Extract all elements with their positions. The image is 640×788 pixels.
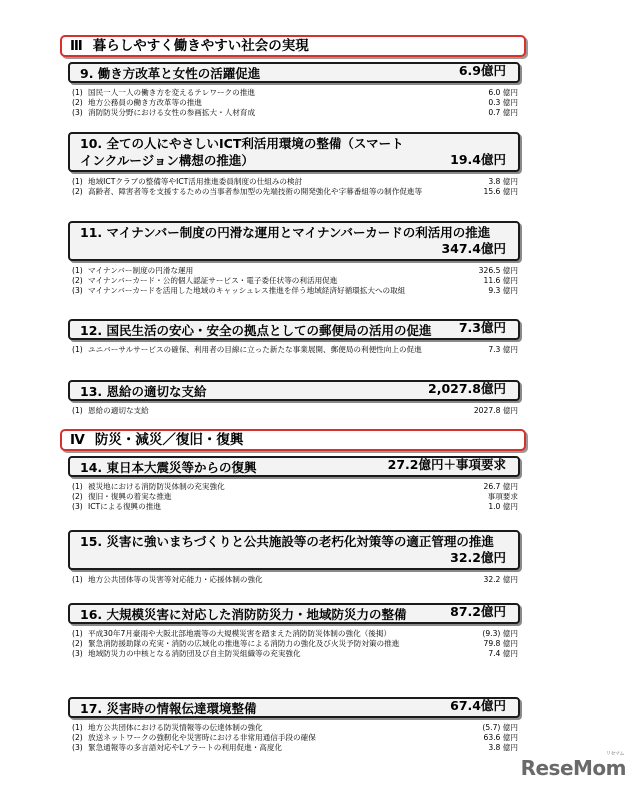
row-number: (3) (72, 649, 83, 659)
item-heading-box (68, 456, 520, 477)
item-rows (68, 406, 520, 416)
item-row (68, 266, 520, 276)
row-value: 0.7 億円 (488, 108, 518, 118)
item-rows (68, 575, 520, 585)
row-number: (2) (72, 98, 83, 108)
item-heading-box (68, 603, 520, 624)
item-row (68, 743, 520, 753)
item-row (68, 276, 520, 286)
row-number: (1) (72, 177, 83, 186)
item-row (68, 406, 520, 416)
item-row (68, 639, 520, 649)
item-heading-box (68, 132, 520, 172)
row-value: 79.8 億円 (483, 639, 518, 649)
item-row (68, 492, 520, 502)
item-amount: 27.2億円＋事項要求 (387, 457, 506, 472)
item-rows (68, 629, 520, 660)
budget-item-9 (68, 62, 520, 119)
row-number: (3) (72, 743, 83, 753)
item-heading: 16. 大規模災害に対応した消防防災力・地域防災力の整備 (80, 607, 407, 622)
item-heading: 10. 全ての人にやさしいICT利活用環境の整備（スマートインクルージョン構想の推進） (80, 136, 404, 168)
budget-item-14 (68, 456, 520, 513)
budget-item-11 (68, 221, 520, 297)
item-row (68, 575, 520, 585)
item-heading: 12. 国民生活の安心・安全の拠点としての郵便局の活用の促進 (80, 323, 432, 338)
row-text: 地域防災力の中核となる消防団及び自主防災組織等の充実強化 (88, 649, 301, 659)
row-number: (1) (72, 266, 83, 275)
budget-item-10 (68, 132, 520, 197)
budget-item-12 (68, 319, 520, 355)
item-rows (68, 177, 520, 197)
row-text: 緊急消防援助隊の充実・消防の広域化の推進等による消防力の強化及び火災予防対策の推進 (88, 639, 400, 649)
row-value: 63.6 億円 (483, 733, 518, 743)
row-number: (1) (72, 88, 83, 97)
row-number: (2) (72, 733, 83, 743)
row-value: 9.3 億円 (488, 286, 518, 296)
row-number: (1) (72, 345, 83, 354)
item-amount: 347.4億円 (441, 241, 506, 256)
row-number: (1) (72, 406, 83, 415)
row-value: 26.7 億円 (483, 482, 518, 491)
row-text: マイナンバーカードを活用した地域のキャッシュレス推進を伴う地域経済好循環拡大への取組 (88, 286, 406, 296)
item-heading-box (68, 697, 520, 718)
item-heading: 13. 恩給の適切な支給 (80, 384, 207, 399)
item-heading-box (68, 319, 520, 340)
row-value: 7.3 億円 (488, 345, 518, 354)
row-number: (2) (72, 187, 83, 197)
item-heading-box (68, 62, 520, 83)
row-value: 事項要求 (487, 492, 518, 502)
item-amount: 32.2億円 (450, 550, 506, 565)
item-rows (68, 482, 520, 513)
row-value: 15.6 億円 (483, 187, 518, 197)
row-value: 11.6 億円 (483, 276, 518, 286)
item-rows (68, 88, 520, 119)
item-heading-box (68, 530, 520, 570)
row-text: 地方公共団体等の災害等対応能力・応援体制の強化 (88, 575, 263, 584)
row-text: ICTによる復興の推進 (88, 502, 161, 512)
item-row (68, 286, 520, 296)
item-amount: 87.2億円 (450, 604, 506, 619)
item-heading: 11. マイナンバー制度の円滑な運用とマイナンバーカードの利活用の推進 (80, 225, 491, 240)
budget-item-17 (68, 697, 520, 754)
section-header-3 (60, 35, 526, 57)
logo-text: ReseMom (520, 756, 626, 780)
item-amount: 67.4億円 (450, 698, 506, 713)
row-value: 32.2 億円 (483, 575, 518, 584)
row-text: マイナンバー制度の円滑な運用 (88, 266, 194, 275)
item-row (68, 482, 520, 492)
item-row (68, 345, 520, 355)
item-heading: 9. 働き方改革と女性の活躍促進 (80, 66, 261, 81)
row-value: 0.3 億円 (488, 98, 518, 108)
item-amount: 7.3億円 (458, 320, 506, 335)
row-number: (1) (72, 575, 83, 584)
item-amount: 6.9億円 (458, 63, 506, 78)
item-heading: 14. 東日本大震災等からの復興 (80, 460, 257, 475)
item-heading: 15. 災害に強いまちづくりと公共施設等の老朽化対策等の適正管理の推進 (80, 534, 494, 549)
item-amount: 19.4億円 (450, 152, 506, 167)
item-row (68, 649, 520, 659)
item-rows (68, 266, 520, 297)
row-text: 地方公務員の働き方改革等の推進 (88, 98, 202, 108)
section-title: 防災・減災／復旧・復興 (94, 432, 244, 448)
row-text: 消防防災分野における女性の参画拡大・人材育成 (88, 108, 256, 118)
logo-tag: リセマム (606, 751, 624, 757)
item-rows (68, 345, 520, 355)
row-value: 326.5 億円 (478, 266, 518, 275)
row-value: 7.4 億円 (488, 649, 518, 659)
row-text: 放送ネットワークの強靭化や災害時における非常用通信手段の確保 (88, 733, 316, 743)
row-number: (3) (72, 286, 83, 296)
row-value: (9.3) 億円 (482, 629, 518, 638)
item-heading-box (68, 221, 520, 261)
row-value: 6.0 億円 (488, 88, 518, 97)
item-row (68, 98, 520, 108)
budget-item-16 (68, 603, 520, 660)
row-value: 2027.8 億円 (473, 406, 518, 415)
row-number: (1) (72, 629, 83, 638)
row-text: 国民一人一人の働き方を変えるテレワークの推進 (88, 88, 255, 97)
row-text: 恩給の適切な支給 (88, 406, 149, 415)
item-heading-box (68, 380, 520, 401)
row-text: 高齢者、障害者等を支援するための当事者参加型の先端技術の開発強化や字幕番組等の制作促進等 (88, 187, 423, 197)
budget-item-13 (68, 380, 520, 416)
row-value: 1.0 億円 (488, 502, 518, 512)
item-row (68, 723, 520, 733)
section-title: 暮らしやすく働きやすい社会の実現 (92, 38, 309, 54)
item-rows (68, 723, 520, 754)
row-text: 被災地における消防防災体制の充実強化 (88, 482, 225, 491)
item-row (68, 88, 520, 98)
row-number: (2) (72, 492, 83, 502)
row-number: (1) (72, 482, 83, 491)
row-value: 3.8 億円 (488, 743, 518, 753)
section-numeral: Ⅲ (70, 38, 83, 54)
row-text: ユニバーサルサービスの確保、利用者の目線に立った新たな事業展開、郵便局の利便性向上の促進 (88, 345, 422, 354)
row-value: (5.7) 億円 (482, 723, 518, 732)
section-numeral: Ⅳ (70, 432, 85, 448)
row-text: マイナンバーカード・公的個人認証サービス・電子委任状等の利活用促進 (88, 276, 338, 286)
row-number: (3) (72, 502, 83, 512)
item-row (68, 629, 520, 639)
item-row (68, 733, 520, 743)
budget-item-15 (68, 530, 520, 585)
row-value: 3.8 億円 (488, 177, 518, 186)
section-header-4 (60, 429, 526, 451)
row-text: 地域ICTクラブの整備等やICT活用推進委員制度の仕組みの検討 (88, 177, 303, 186)
item-heading: 17. 災害時の情報伝達環境整備 (80, 701, 257, 716)
item-row (68, 187, 520, 197)
row-text: 平成30年7月豪雨や大阪北部地震等の大規模災害を踏まえた消防防災体制の強化（後掲） (88, 629, 392, 638)
row-number: (1) (72, 723, 83, 732)
row-number: (2) (72, 639, 83, 649)
row-text: 復旧・復興の着実な推進 (88, 492, 172, 502)
resemom-logo (520, 751, 626, 780)
item-row (68, 177, 520, 187)
row-number: (2) (72, 276, 83, 286)
item-row (68, 502, 520, 512)
item-row (68, 108, 520, 118)
item-amount: 2,027.8億円 (428, 381, 506, 396)
row-text: 地方公共団体における防災情報等の伝達体制の強化 (88, 723, 263, 732)
row-text: 緊急通報等の多言語対応やLアラートの利用促進・高度化 (88, 743, 283, 753)
row-number: (3) (72, 108, 83, 118)
